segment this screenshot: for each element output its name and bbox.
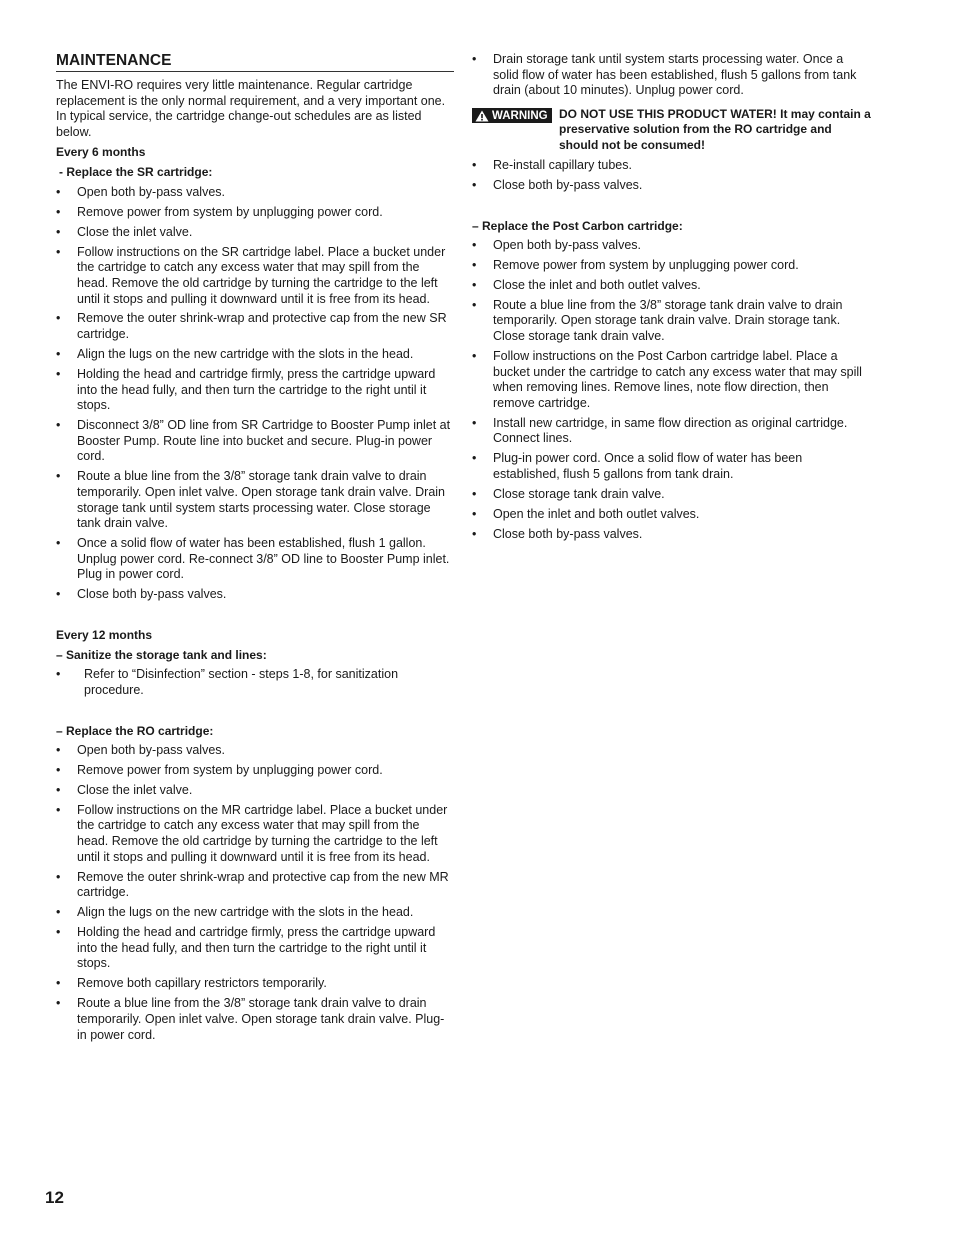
list-item: • Remove the outer shrink-wrap and protective cap from the new SR cartridge. (56, 311, 454, 342)
list-item: • Open the inlet and both outlet valves. (472, 507, 872, 523)
list-item: • Remove power from system by unplugging power cord. (56, 205, 454, 221)
sanitize-steps (56, 667, 454, 698)
list-item: • Remove the outer shrink-wrap and protective cap from the new MR cartridge. (56, 870, 454, 901)
list-item: • Drain storage tank until system starts processing water. Once a solid flow of water has been established, flush 5 gallons from tank drain (about 10 minutes). Unplug power cord. (472, 52, 872, 99)
sr-cartridge-heading: - Replace the SR cartridge: (59, 165, 213, 180)
list-item: • Plug-in power cord. Once a solid flow of water has been established, flush 5 gallons from tank drain. (472, 451, 872, 482)
list-item: • Follow instructions on the Post Carbon cartridge label. Place a bucket under the cartridge to catch any excess water that may spill when removing lines. Remove lines, note flow direction, then remove cartridge. (472, 349, 872, 411)
warning-notice (472, 107, 872, 154)
ro-cartridge-steps (56, 743, 454, 1043)
list-item: • Re-install capillary tubes. (472, 158, 872, 174)
right-column (472, 52, 872, 543)
warning-label: WARNING (492, 109, 548, 122)
list-item: • Close both by-pass valves. (56, 587, 454, 603)
list-item: • Close the inlet and both outlet valves. (472, 278, 872, 294)
list-item: • Refer to “Disinfection” section - steps 1-8, for sanitization procedure. (56, 667, 454, 698)
list-item: • Holding the head and cartridge firmly, press the cartridge upward into the head fully, and then turn the cartridge to the right until it stops. (56, 367, 454, 414)
list-item: • Close storage tank drain valve. (472, 487, 872, 503)
warning-badge (472, 108, 552, 123)
list-item: • Holding the head and cartridge firmly, press the cartridge upward into the head fully, and then turn the cartridge to the right until it stops. (56, 925, 454, 972)
list-item: • Close both by-pass valves. (472, 178, 872, 194)
list-item: • Align the lugs on the new cartridge with the slots in the head. (56, 347, 454, 363)
every-12-months-heading: Every 12 months (56, 627, 153, 642)
list-item: • Remove power from system by unplugging power cord. (472, 258, 872, 274)
list-item: • Disconnect 3/8” OD line from SR Cartridge to Booster Pump inlet at Booster Pump. Route line into bucket and secure. Plug-in power cord. (56, 418, 454, 465)
list-item: • Follow instructions on the SR cartridge label. Place a bucket under the cartridge to catch any excess water that may spill from the head. Remove the old cartridge by turning the cartridge to the left until it stops and pulling it downward until it is free from its head. (56, 245, 454, 307)
list-item: • Close the inlet valve. (56, 225, 454, 241)
list-item: • Open both by-pass valves. (472, 238, 872, 254)
ro-cartridge-steps-continued (472, 52, 872, 99)
sanitize-heading: – Sanitize the storage tank and lines: (56, 647, 267, 662)
list-item: • Route a blue line from the 3/8” storage tank drain valve to drain temporarily. Open inlet valve. Open storage tank drain valve. Drain storage tank until system starts processing water. Close storage tank drain valve. (56, 469, 454, 531)
list-item: • Route a blue line from the 3/8” storage tank drain valve to drain temporarily. Open storage tank drain valve. Drain storage tank. Close storage tank drain valve. (472, 298, 872, 345)
list-item: • Remove both capillary restrictors temporarily. (56, 976, 454, 992)
warning-text: DO NOT USE THIS PRODUCT WATER! It may contain a preservative solution from the RO cartridge and should not be consumed! (559, 106, 871, 152)
list-item: • Close the inlet valve. (56, 783, 454, 799)
post-carbon-heading: – Replace the Post Carbon cartridge: (472, 218, 683, 233)
list-item: • Remove power from system by unplugging power cord. (56, 763, 454, 779)
every-6-months-heading: Every 6 months (56, 145, 146, 160)
page-number: 12 (45, 1188, 64, 1207)
intro-paragraph: The ENVI-RO requires very little maintenance. Regular cartridge replacement is the only normal requirement, and a very important one. In typical service, the cartridge change-out schedules are as listed below. (56, 78, 446, 139)
list-item: • Install new cartridge, in same flow direction as original cartridge. Connect lines. (472, 416, 872, 447)
list-item: • Align the lugs on the new cartridge with the slots in the head. (56, 905, 454, 921)
list-item: • Once a solid flow of water has been established, flush 1 gallon. Unplug power cord. Re-connect 3/8” OD line to Booster Pump inlet. Plug in power cord. (56, 536, 454, 583)
list-item: • Route a blue line from the 3/8” storage tank drain valve to drain temporarily. Open inlet valve. Open storage tank drain valve. Plug-in power cord. (56, 996, 454, 1043)
section-title: MAINTENANCE (56, 52, 454, 72)
warning-triangle-icon (475, 110, 489, 122)
left-column (56, 52, 454, 1043)
ro-cartridge-final-steps (472, 158, 872, 194)
list-item: • Follow instructions on the MR cartridge label. Place a bucket under the cartridge to catch any excess water that may spill from the head. Remove the old cartridge by turning the cartridge to the left until it stops and pulling it downward until it is free from its head. (56, 803, 454, 865)
sr-cartridge-steps (56, 185, 454, 603)
ro-cartridge-heading: – Replace the RO cartridge: (56, 723, 214, 738)
list-item: • Open both by-pass valves. (56, 743, 454, 759)
post-carbon-steps (472, 238, 872, 543)
list-item: • Open both by-pass valves. (56, 185, 454, 201)
list-item: • Close both by-pass valves. (472, 527, 872, 543)
